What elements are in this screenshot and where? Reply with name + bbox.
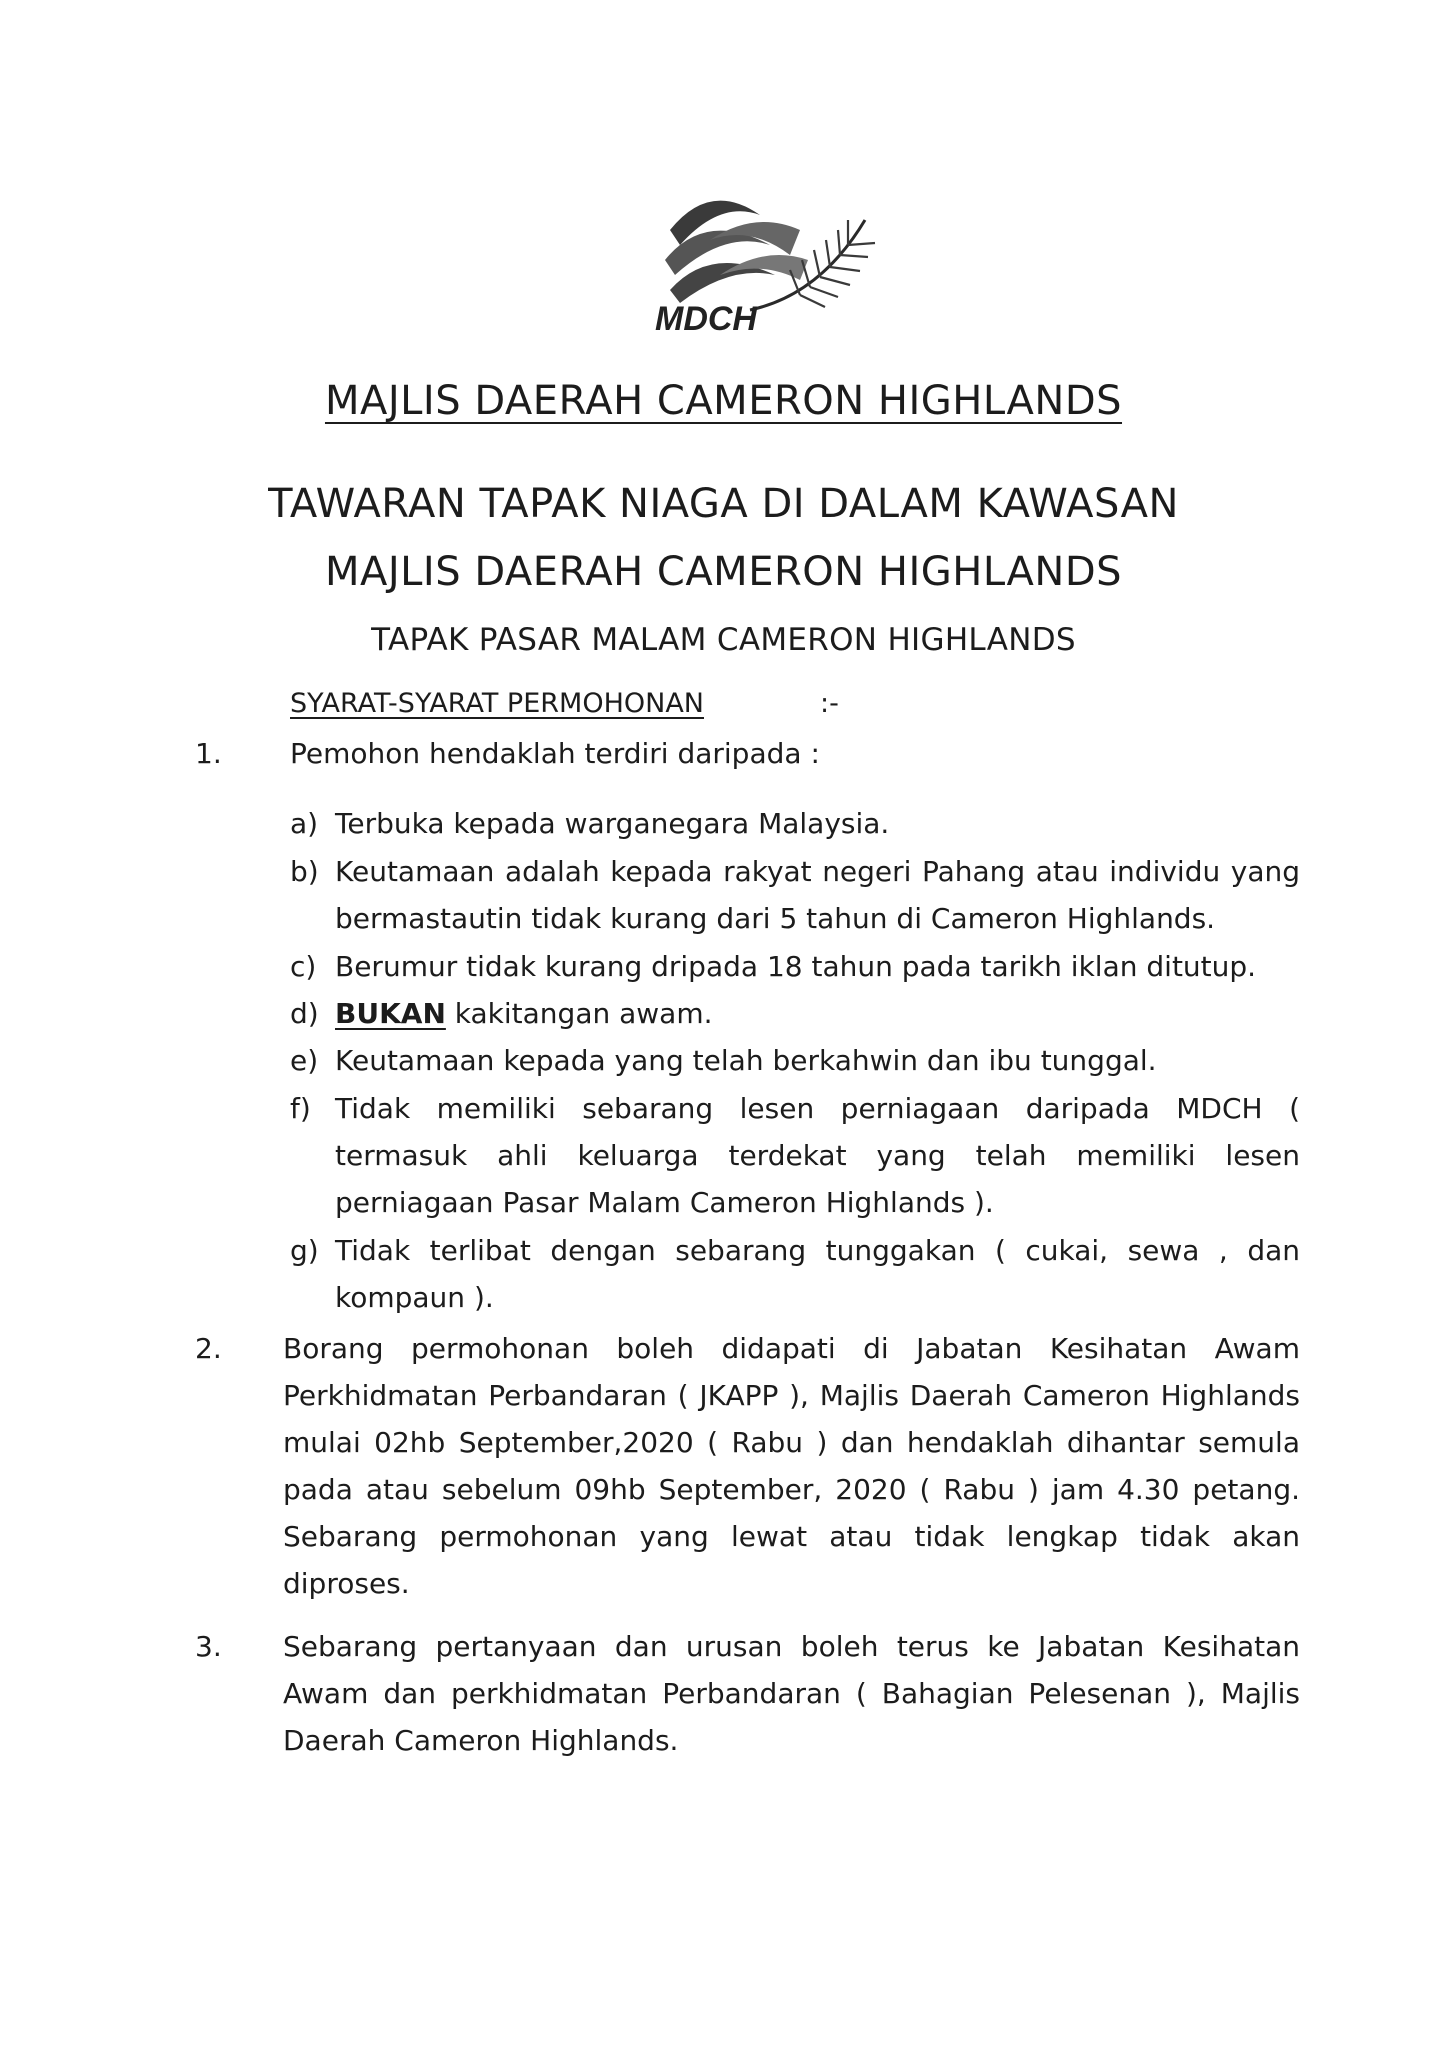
sub-item-text: [335, 990, 1300, 1037]
mdch-emblem-icon: [650, 175, 895, 335]
item-number: 2.: [195, 1332, 222, 1365]
sub-item-text: Tidak terlibat dengan sebarang tunggakan ( cukai, sewa , dan kompaun ).: [335, 1234, 1300, 1314]
sub-item-letter: a): [290, 807, 319, 840]
sub-item-letter: f): [290, 1092, 311, 1125]
sub-item: [290, 1227, 1300, 1321]
sub-item-letter: d): [290, 997, 319, 1030]
sub-item-text: Terbuka kepada warganegara Malaysia.: [335, 807, 890, 840]
svg-text:MDCH: MDCH: [655, 300, 757, 335]
sub-item: [290, 848, 1300, 942]
offer-heading-line2: MAJLIS DAERAH CAMERON HIGHLANDS: [324, 549, 1123, 595]
sub-item-text: Berumur tidak kurang dripada 18 tahun pada tarikh iklan ditutup.: [335, 950, 1257, 983]
sub-item-letter: b): [290, 855, 319, 888]
sub-item-text: Keutamaan adalah kepada rakyat negeri Pahang atau individu yang bermastautin tidak kurang dari 5 tahun di Cameron Highlands.: [335, 855, 1300, 935]
sub-item: [290, 1085, 1300, 1226]
sub-item: [290, 1037, 1300, 1084]
sub-item-highlight: BUKAN: [335, 997, 446, 1030]
sub-item-letter: e): [290, 1044, 319, 1077]
council-logo: [650, 175, 895, 335]
item-number: 1.: [195, 737, 222, 770]
council-heading-text: MAJLIS DAERAH CAMERON HIGHLANDS: [324, 378, 1123, 424]
sub-item-text: Tidak memiliki sebarang lesen perniagaan daripada MDCH ( termasuk ahli keluarga terdekat yang telah memiliki lesen perniagaan Pasar Malam Cameron Highlands ).: [335, 1092, 1300, 1219]
sub-item-letter: c): [290, 950, 317, 983]
item-text: Sebarang pertanyaan dan urusan boleh terus ke Jabatan Kesihatan Awam dan perkhidmatan Perbandaran ( Bahagian Pelesenan ), Majlis Daerah Cameron Highlands.: [283, 1630, 1300, 1757]
sub-item-rest: kakitangan awam.: [445, 997, 713, 1030]
conditions-heading: [290, 688, 839, 719]
sub-item-text: Keutamaan kepada yang telah berkahwin dan ibu tunggal.: [335, 1044, 1157, 1077]
item-number: 3.: [195, 1630, 222, 1663]
council-heading: [0, 378, 1447, 424]
site-heading: TAPAK PASAR MALAM CAMERON HIGHLANDS: [371, 622, 1076, 658]
sub-item: [290, 943, 1300, 990]
item-text: Borang permohonan boleh didapati di Jabatan Kesihatan Awam Perkhidmatan Perbandaran ( JKAPP ), Majlis Daerah Cameron Highlands mulai 02hb September,2020 ( Rabu ) dan hendaklah dihantar semula pada atau sebelum 09hb September, 2020 ( Rabu ) jam 4.30 petang. Sebarang permohonan yang lewat atau tidak lengkap tidak akan diproses.: [283, 1332, 1300, 1600]
offer-heading-line1: TAWARAN TAPAK NIAGA DI DALAM KAWASAN: [268, 481, 1179, 527]
conditions-label: SYARAT-SYARAT PERMOHONAN: [290, 688, 704, 719]
sub-item: [290, 990, 1300, 1037]
item-text: Pemohon hendaklah terdiri daripada :: [290, 737, 820, 770]
conditions-separator: :-: [820, 688, 839, 719]
sub-item: [290, 800, 1300, 847]
offer-heading: [0, 470, 1447, 606]
sub-item-letter: g): [290, 1234, 319, 1267]
